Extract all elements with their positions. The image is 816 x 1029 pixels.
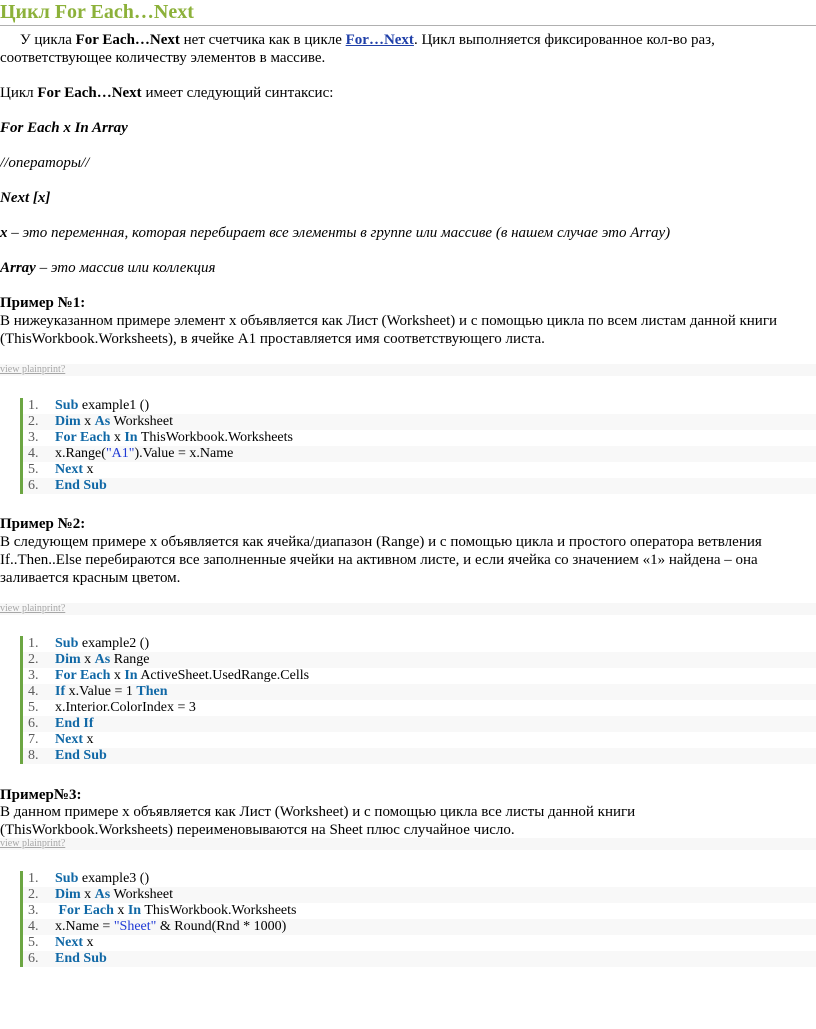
code-line bbox=[20, 871, 816, 887]
code-token: x.Name = bbox=[55, 919, 114, 934]
code-keyword: For Each bbox=[55, 430, 111, 445]
definition-array-text: – это массив или коллекция bbox=[35, 260, 216, 276]
syntax-line-3: Next [x] bbox=[0, 190, 51, 206]
code-keyword: In bbox=[124, 668, 138, 683]
code-keyword: Next bbox=[55, 462, 83, 477]
line-number: 6. bbox=[28, 478, 39, 493]
code-line bbox=[20, 684, 816, 700]
code-token: ).Value = x.Name bbox=[134, 446, 234, 461]
code-keyword: Sub bbox=[55, 871, 79, 886]
line-number: 6. bbox=[28, 716, 39, 731]
code-line bbox=[20, 716, 816, 732]
code-keyword: As bbox=[94, 887, 111, 902]
view-plain-link[interactable]: view plainprint? bbox=[0, 603, 816, 615]
line-number: 5. bbox=[28, 700, 39, 715]
syntax-text-2: имеет следующий синтаксис: bbox=[141, 85, 334, 101]
code-text bbox=[55, 871, 149, 887]
code-text bbox=[55, 652, 150, 668]
code-text bbox=[55, 446, 233, 462]
code-token: x bbox=[83, 935, 94, 950]
code-line bbox=[20, 748, 816, 764]
line-number: 1. bbox=[28, 398, 39, 413]
syntax-paragraph bbox=[0, 84, 810, 102]
code-line bbox=[20, 951, 816, 967]
line-number: 4. bbox=[28, 684, 39, 699]
code-line bbox=[20, 668, 816, 684]
code-keyword: If bbox=[55, 684, 66, 699]
definition-array-term: Array bbox=[0, 260, 36, 276]
code-line bbox=[20, 700, 816, 716]
code-line bbox=[20, 398, 816, 414]
line-number: 2. bbox=[28, 887, 39, 902]
code-token: Range bbox=[110, 652, 150, 667]
line-number: 4. bbox=[28, 446, 39, 461]
code-keyword: Dim bbox=[55, 887, 81, 902]
code-keyword: Next bbox=[55, 935, 83, 950]
code-text bbox=[55, 732, 94, 748]
code-string: "Sheet" bbox=[113, 919, 157, 934]
example-3-heading: Пример№3: bbox=[0, 787, 82, 803]
syntax-bold: For Each…Next bbox=[37, 85, 142, 101]
code-keyword: As bbox=[94, 414, 111, 429]
code-keyword: Then bbox=[136, 684, 168, 699]
code-keyword: Sub bbox=[55, 398, 79, 413]
definition-x-term: x bbox=[0, 225, 8, 241]
code-keyword: End If bbox=[55, 716, 94, 731]
code-line bbox=[20, 887, 816, 903]
code-text bbox=[55, 684, 168, 700]
example-1-heading: Пример №1: bbox=[0, 295, 86, 311]
syntax-text-1: Цикл bbox=[0, 85, 38, 101]
code-text bbox=[55, 935, 94, 951]
line-number: 5. bbox=[28, 935, 39, 950]
code-text bbox=[55, 636, 149, 652]
code-token: x.Range( bbox=[55, 446, 106, 461]
code-keyword: Next bbox=[55, 732, 83, 747]
code-keyword: End Sub bbox=[55, 748, 107, 763]
definition-x bbox=[0, 224, 810, 242]
code-token: Worksheet bbox=[110, 414, 174, 429]
code-text bbox=[55, 478, 107, 494]
line-number: 7. bbox=[28, 732, 39, 747]
code-text bbox=[55, 700, 196, 716]
code-token: example2 () bbox=[78, 636, 150, 651]
for-next-link[interactable]: For…Next bbox=[345, 32, 414, 48]
code-block-1 bbox=[20, 398, 816, 494]
code-token: x bbox=[110, 668, 125, 683]
code-line bbox=[20, 636, 816, 652]
code-keyword: End Sub bbox=[55, 478, 107, 493]
code-text bbox=[55, 414, 173, 430]
intro-text-2: нет счетчика как в цикле bbox=[179, 32, 346, 48]
line-number: 2. bbox=[28, 652, 39, 667]
example-2-description: В следующем примере x объявляется как ячейка/диапазон (Range) и с помощью цикла и простого оператора ветвления If..Then..Else перебираются все заполненные ячейки на активном листе, и если ячейка со значением «1» найдена – она заливается красным цветом. bbox=[0, 534, 762, 586]
code-keyword: In bbox=[127, 903, 142, 918]
code-keyword: Dim bbox=[55, 414, 81, 429]
syntax-line-1: For Each x In Array bbox=[0, 120, 128, 136]
line-number: 2. bbox=[28, 414, 39, 429]
code-text bbox=[55, 887, 173, 903]
code-token: x bbox=[80, 652, 95, 667]
line-number: 4. bbox=[28, 919, 39, 934]
code-line bbox=[20, 430, 816, 446]
code-string: "A1" bbox=[105, 446, 135, 461]
code-token: ActiveSheet.UsedRange.Cells bbox=[137, 668, 310, 683]
code-token: x bbox=[83, 732, 94, 747]
line-number: 1. bbox=[28, 871, 39, 886]
example-2-heading: Пример №2: bbox=[0, 516, 86, 532]
code-token: x.Value = 1 bbox=[65, 684, 137, 699]
line-number: 5. bbox=[28, 462, 39, 477]
code-line bbox=[20, 478, 816, 494]
example-1-description: В нижеуказанном примере элемент x объявляется как Лист (Worksheet) и с помощью цикла по всем листам данной книги (ThisWorkbook.Worksheets), в ячейке A1 проставляется имя соответствующего листа. bbox=[0, 313, 778, 347]
definition-array bbox=[0, 259, 810, 277]
view-plain-link[interactable]: view plainprint? bbox=[0, 364, 816, 376]
code-token: x bbox=[80, 887, 95, 902]
line-number: 3. bbox=[28, 668, 39, 683]
code-token: ThisWorkbook.Worksheets bbox=[137, 430, 293, 445]
code-token: x bbox=[110, 430, 125, 445]
line-number: 1. bbox=[28, 636, 39, 651]
code-text bbox=[55, 462, 94, 478]
code-text bbox=[55, 716, 94, 732]
code-keyword: In bbox=[124, 430, 138, 445]
code-keyword: Sub bbox=[55, 636, 79, 651]
code-line bbox=[20, 935, 816, 951]
intro-bold: For Each…Next bbox=[75, 32, 180, 48]
code-token: example1 () bbox=[78, 398, 150, 413]
line-number: 3. bbox=[28, 903, 39, 918]
code-text bbox=[55, 748, 107, 764]
code-token: Worksheet bbox=[110, 887, 174, 902]
code-text bbox=[55, 903, 296, 919]
code-text bbox=[55, 430, 293, 446]
intro-paragraph bbox=[0, 31, 810, 67]
code-text bbox=[55, 398, 149, 414]
code-token: & Round(Rnd * 1000) bbox=[156, 919, 287, 934]
code-text bbox=[55, 919, 286, 935]
example-3-description: В данном примере x объявляется как Лист (Worksheet) и с помощью цикла все листы данной книги (ThisWorkbook.Worksheets) переименовываются на Sheet плюс случайное число. bbox=[0, 804, 636, 838]
code-line bbox=[20, 462, 816, 478]
code-token: x.Interior.ColorIndex = 3 bbox=[55, 700, 196, 715]
syntax-line-2: //операторы// bbox=[0, 155, 90, 171]
definition-x-text: – это переменная, которая перебирает все элементы в группе или массиве (в нашем случае это Array) bbox=[7, 225, 671, 241]
code-line bbox=[20, 446, 816, 462]
code-line bbox=[20, 919, 816, 935]
code-keyword: End Sub bbox=[55, 951, 107, 966]
code-token: x bbox=[80, 414, 95, 429]
line-number: 3. bbox=[28, 430, 39, 445]
code-block-3 bbox=[20, 871, 816, 967]
code-token: x bbox=[83, 462, 94, 477]
code-line bbox=[20, 652, 816, 668]
line-number: 6. bbox=[28, 951, 39, 966]
code-token: ThisWorkbook.Worksheets bbox=[141, 903, 297, 918]
page-title: Цикл For Each…Next bbox=[0, 0, 816, 26]
code-line bbox=[20, 903, 816, 919]
code-keyword: For Each bbox=[55, 668, 111, 683]
code-text bbox=[55, 668, 309, 684]
code-line bbox=[20, 414, 816, 430]
code-line bbox=[20, 732, 816, 748]
view-plain-link[interactable]: view plainprint? bbox=[0, 838, 816, 850]
code-block-2 bbox=[20, 636, 816, 764]
line-number: 8. bbox=[28, 748, 39, 763]
code-text bbox=[55, 951, 107, 967]
code-keyword: For Each bbox=[58, 903, 114, 918]
code-keyword: Dim bbox=[55, 652, 81, 667]
code-token: example3 () bbox=[78, 871, 150, 886]
code-token: x bbox=[113, 903, 128, 918]
code-keyword: As bbox=[94, 652, 111, 667]
intro-text-3: . Цикл выполняется фиксированное кол-во раз, соответствующее количеству элементов в массиве. bbox=[0, 32, 715, 66]
intro-text-1: У цикла bbox=[20, 32, 76, 48]
